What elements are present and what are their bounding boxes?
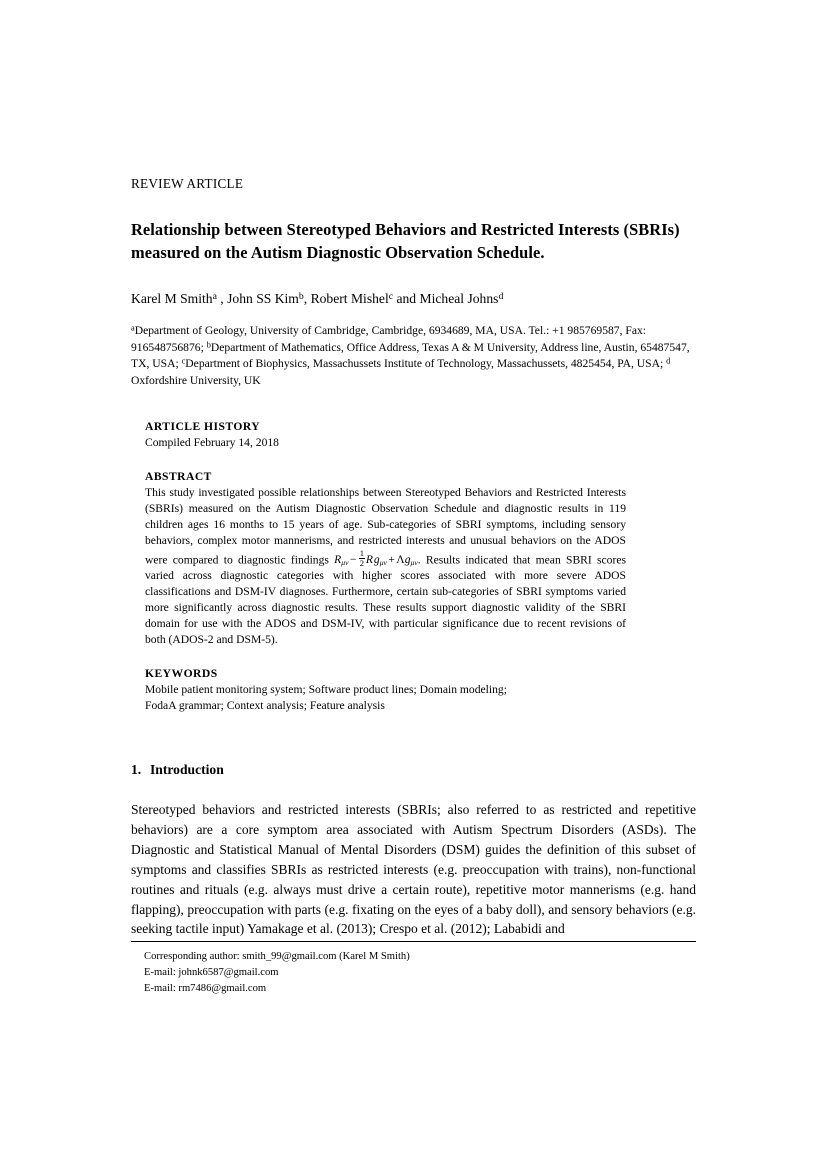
author-list <box>131 290 696 308</box>
affiliation-list <box>131 323 696 390</box>
affiliation-text: Department of Biophysics, Massachussets Institute of Technology, Massachussets, 4825454, PA, USA; <box>185 357 664 371</box>
keywords-line: Mobile patient monitoring system; Software product lines; Domain modeling; <box>145 682 507 696</box>
keywords-heading: KEYWORDS <box>145 666 218 680</box>
footnote-corresponding-author: Corresponding author: smith_99@gmail.com (Karel M Smith) <box>144 951 410 962</box>
formula-denominator: 2 <box>359 557 364 568</box>
formula-symbol-R: R <box>334 553 342 567</box>
formula-operator-minus: − <box>349 553 357 567</box>
running-head: REVIEW ARTICLE <box>131 176 244 191</box>
formula-fraction <box>359 549 365 568</box>
article-history-compiled: Compiled February 14, 2018 <box>145 435 279 449</box>
affiliation-marker: a <box>131 323 135 333</box>
abstract-text-part2: . Results indicated that mean SBRI scores varied across diagnostic categories with higher scores associated with more severe ADOS classifications and DSM-IV diagnoses. Furthermore, certain sub-categories of SBRI symptoms varied more significantly across diagnostic results. These results support diagnostic validity of the SBRI domain for use with the ADOS and DSM-IV, with particular significance due to recent revisions of both (ADOS-2 and DSM-5). <box>145 553 626 646</box>
keywords-group <box>145 667 626 714</box>
section-number: 1. <box>131 761 142 777</box>
article-history-group <box>145 420 626 451</box>
footnote-block <box>131 941 696 997</box>
inline-formula <box>334 547 418 568</box>
abstract-heading: ABSTRACT <box>145 469 212 483</box>
author-affiliation-marker: a <box>212 291 217 303</box>
author-name: John SS Kim <box>227 291 299 307</box>
formula-subscript: μν <box>341 558 349 568</box>
abstract-block <box>145 420 626 714</box>
author-separator: and <box>393 291 420 307</box>
page-content <box>131 176 696 939</box>
formula-operator-plus: + <box>388 553 395 567</box>
affiliation-marker: b <box>206 340 211 350</box>
formula-symbol-lambda: Λ <box>396 553 405 567</box>
formula-symbol-R2: R <box>365 553 373 567</box>
formula-numerator: 1 <box>359 547 364 558</box>
footnote-email-2: E-mail: johnk6587@gmail.com <box>144 967 279 979</box>
affiliation-marker: d <box>666 356 671 366</box>
affiliation-text: Oxfordshire University, UK <box>131 374 261 388</box>
author-name: Robert Mishel <box>310 291 389 307</box>
formula-symbol-g: g <box>373 553 380 567</box>
abstract-text <box>145 485 626 648</box>
introduction-paragraph: Stereotyped behaviors and restricted interests (SBRIs; also referred to as restricted and repetitive behaviors) are a core symptom area associated with Autism Spectrum Disorders (ASDs). The Diagnostic and Statistical Manual of Mental Disorders (DSM) guides the definition of this subset of symptoms and classifies SBRIs as restricted interests (e.g. preoccupation with trains), non-functional routines and rituals (e.g. always must drive a certain route), repetitive motor mannerisms (e.g. hand flapping), preoccupation with parts (e.g. fixating on the eyes of a baby doll), and sensory behaviors (e.g. seeking tactile input) Yamakage et al. (2013); Crespo et al. (2012); Lababidi and <box>131 802 696 937</box>
article-history-heading: ARTICLE HISTORY <box>145 419 261 433</box>
abstract-group <box>145 470 626 648</box>
formula-subscript: μν <box>379 558 387 568</box>
author-affiliation-marker: d <box>498 291 504 303</box>
footnote-rule <box>131 941 696 942</box>
author-separator: , <box>303 291 311 307</box>
author-separator: , <box>216 291 228 307</box>
abstract-text-part1: This study investigated possible relationships between Stereotyped Behaviors and Restricted Interests (SBRIs) measured on the Autism Diagnostic Observation Schedule and diagnostic results in 119 children ages 16 months to 15 years of age. Sub-categories of SBRI symptoms, including sensory behaviors, complex motor mannerisms, and restricted interests and unusual behaviors on the ADOS were compared to diagnostic findings <box>145 485 626 567</box>
affiliation-text: Department of Geology, University of Cambridge, Cambridge, 6934689, MA, USA. Tel.: +1 985769587, Fax: 916548756876; <box>131 323 646 354</box>
section-heading-introduction <box>131 761 696 779</box>
formula-symbol-g2: g <box>404 553 411 567</box>
formula-subscript: μν <box>410 558 418 568</box>
footnote-email-3: E-mail: rm7486@gmail.com <box>144 983 267 995</box>
author-name: Micheal Johns <box>419 291 499 307</box>
section-title: Introduction <box>150 761 224 777</box>
page-title: Relationship between Stereotyped Behaviors and Restricted Interests (SBRIs) measured on the Autism Diagnostic Observation Schedule. <box>131 219 680 263</box>
author-name: Karel M Smith <box>131 291 213 307</box>
keywords-text <box>145 682 626 714</box>
affiliation-text: Department of Mathematics, Office Address, Texas A & M University, Address line, Austin, 65487547, TX, USA; <box>131 340 690 371</box>
affiliation-marker: c <box>181 356 186 366</box>
author-affiliation-marker: b <box>298 291 304 303</box>
keywords-line: FodaA grammar; Context analysis; Feature analysis <box>145 698 385 712</box>
author-affiliation-marker: c <box>388 291 394 303</box>
